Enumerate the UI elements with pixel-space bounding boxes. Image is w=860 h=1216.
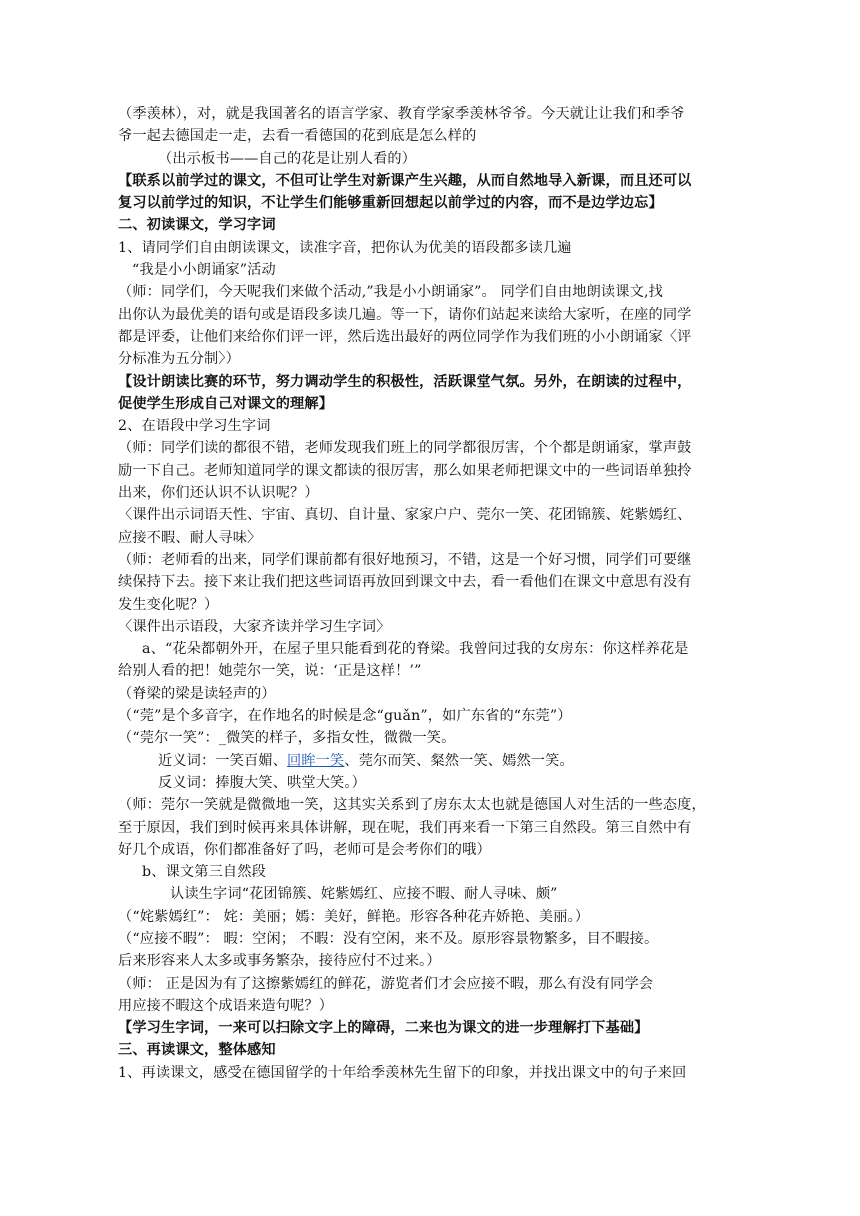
paragraph-line: （“姹紫嫣红”： 姹：美丽；嫣：美好，鲜艳。形容各种花卉娇艳、美丽。） [118,908,590,925]
paragraph-line: 出来，你们还认识不认识呢？） [118,485,319,502]
paragraph-line: （出示板书——自己的花是让别人看的） [158,150,417,167]
paragraph-line: 发生变化呢？） [118,596,219,613]
paragraph-line: （“莞尔一笑”：_微笑的样子，多指女性，微微一笑。 [118,730,456,747]
bold-paragraph-line: 复习以前学过的知识，不让学生们能够重新回想起以前学过的内容，而不是边学边忘】 [118,195,663,212]
bold-paragraph-line: 促使学生形成自己对课文的理解】 [118,395,334,412]
paragraph-line: （师：同学们读的都很不错，老师发现我们班上的同学都很厉害，个个都是朗诵家，掌声鼓 [118,440,692,457]
paragraph-line: 出你认为最优美的语句或是语段多读几遍。等一下，请你们站起来读给大家听，在座的同学 [118,306,692,323]
paragraph-line: 爷一起去德国走一走，去看一看德国的花到底是怎么样的 [118,128,477,145]
paragraph-line: 1、再读课文，感受在德国留学的十年给季羡林先生留下的印象，并找出课文中的句子来回 [118,1064,687,1081]
bold-paragraph-line: 【设计朗读比赛的环节，努力调动学生的积极性，活跃课堂气氛。另外，在朗读的过程中， [118,373,692,390]
bold-paragraph-line: 【学习生字词，一来可以扫除文字上的障碍，二来也为课文的进一步理解打下基础】 [118,1020,649,1037]
line-text: 、莞尔而笑、粲然一笑、嫣然一笑。 [344,752,574,769]
paragraph-line: 用应接不暇这个成语来造句呢？） [118,997,334,1014]
synonym-hyperlink[interactable]: 回眸一笑 [287,752,345,769]
paragraph-line: 都是评委，让他们来给你们评一评，然后选出最好的两位同学作为我们班的小小朗诵家〈评 [118,328,692,345]
paragraph-line: a、“花朵都朝外开，在屋子里只能看到花的脊梁。我曾问过我的女房东：你这样养花是 [142,641,689,658]
paragraph-line: 〈课件出示词语天性、宇宙、真切、自计量、家家户户、莞尔一笑、花团锦簇、姹紫嫣红、 [118,507,692,524]
paragraph-line: （师： 正是因为有了这擦紫嫣红的鲜花，游览者们才会应接不暇，那么有没有同学会 [118,975,654,992]
paragraph-line: （脊梁的梁是读轻声的） [118,685,276,702]
paragraph-line: 分标准为五分制〉） [118,351,240,368]
paragraph-line: （“莞”是个多音字，在作地名的时候是念“guǎn”，如广东省的“东莞”） [118,708,572,725]
paragraph-line: 后来形容来人太多或事务繁杂，接待应付不过来。） [118,953,441,970]
paragraph-line: 好几个成语，你们都准备好了吗，老师可是会考你们的哦） [118,841,491,858]
bold-paragraph-line: 三、再读课文，整体感知 [118,1042,276,1059]
paragraph-line: 2、在语段中学习生字词 [118,418,271,435]
bold-paragraph-line: 二、初读课文，学习字词 [118,217,276,234]
paragraph-line: （师：老师看的出来，同学们课前都有很好地预习，不错，这是一个好习惯，同学们可要继 [118,551,692,568]
paragraph-line: 应接不暇、耐人寻味〉 [118,529,262,546]
paragraph-line: （师：莞尔一笑就是微微地一笑，这其实关系到了房东太太也就是德国人对生活的一些态度， [118,797,706,814]
paragraph-line [118,750,742,772]
paragraph-line: 认读生字词“花团锦簇、姹紫嫣红、应接不暇、耐人寻味、颇” [170,886,558,903]
paragraph-line: 至于原因，我们到时候再来具体讲解，现在呢，我们再来看一下第三自然段。第三自然中有 [118,819,692,836]
line-text: 近义词：一笑百媚、 [158,752,288,769]
paragraph-line: 〈课件出示语段，大家齐读并学习生字词〉 [118,618,391,635]
paragraph-line: 反义词：捧腹大笑、哄堂大笑。） [158,774,366,791]
paragraph-line: （季羡林），对，就是我国著名的语言学家、教育学家季羡林爷爷。今天就让让我们和季爷 [118,106,685,122]
bold-paragraph-line: 【联系以前学过的课文，不但可让学生对新课产生兴趣，从而自然地导入新课，而且还可以 [118,172,692,189]
paragraph-line: 给别人看的把！她莞尔一笑，说：‘正是这样！’” [118,663,422,680]
paragraph-line: “我是小小朗诵家”活动 [132,262,276,279]
paragraph-line: 励一下自己。老师知道同学的课文都读的很厉害，那么如果老师把课文中的一些词语单独拎 [118,462,692,479]
paragraph-line: 续保持下去。接下来让我们把这些词语再放回到课文中去，看一看他们在课文中意思有没有 [118,574,692,591]
paragraph-line: 1、请同学们自由朗读课文，读准字音，把你认为优美的语段都多读几遍 [118,239,572,256]
paragraph-line: b、课文第三自然段 [142,864,266,881]
paragraph-line: （师：同学们，今天呢我们来做个活动,”我是小小朗诵家”。 同学们自由地朗读课文,找 [118,284,663,301]
paragraph-line: （“应接不暇”： 暇：空闲； 不暇：没有空闲，来不及。原形容景物繁多，目不暇接。 [118,930,659,947]
